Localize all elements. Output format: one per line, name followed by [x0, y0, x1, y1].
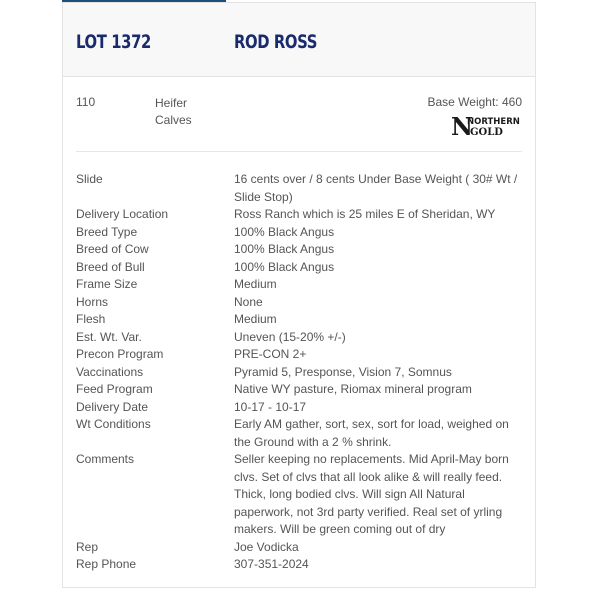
- detail-label: Comments: [76, 452, 135, 466]
- cattle-type: Heifer Calves: [155, 96, 192, 127]
- detail-value: Native WY pasture, Riomax mineral program: [234, 382, 472, 396]
- detail-label: Vaccinations: [76, 364, 144, 379]
- detail-value: Medium: [234, 277, 277, 291]
- detail-label: Frame Size: [76, 277, 138, 291]
- detail-row: [76, 259, 524, 277]
- detail-row: [76, 171, 524, 206]
- detail-row: [76, 451, 524, 539]
- detail-row: [76, 241, 524, 259]
- detail-value: Pyramid 5, Presponse, Vision 7, Somnus: [234, 364, 452, 379]
- detail-value: Ross Ranch which is 25 miles E of Sheridan, WY: [234, 207, 496, 221]
- head-count: 110: [76, 95, 96, 109]
- lot-number: LOT 1372: [76, 31, 151, 53]
- lot-details: [76, 171, 524, 574]
- detail-value: 100% Black Angus: [234, 224, 335, 239]
- detail-label: Slide: [76, 172, 103, 186]
- logo-line1: NORTHERN: [467, 117, 520, 127]
- seller-name: ROD ROSS: [234, 31, 318, 53]
- detail-value: Seller keeping no replacements. Mid April-May born clvs. Set of clvs that all look alike & will really feed. Thick, long bodied clvs. Will sign All Natural paperwork, not 3rd party verified. Real set of yrling makers. Will be green coming out of dry: [234, 452, 509, 536]
- detail-row: [76, 539, 524, 557]
- detail-row: [76, 276, 524, 294]
- detail-row: [76, 206, 524, 224]
- detail-row: [76, 364, 524, 382]
- detail-value: 16 cents over / 8 cents Under Base Weight ( 30# Wt / Slide Stop): [234, 172, 518, 204]
- northern-gold-logo: [450, 113, 522, 139]
- detail-row: [76, 399, 524, 417]
- detail-value: 100% Black Angus: [234, 259, 335, 274]
- detail-label: Wt Conditions: [76, 417, 151, 431]
- logo-big-n: N: [451, 113, 473, 139]
- detail-value: 100% Black Angus: [234, 242, 335, 256]
- detail-row: [76, 556, 524, 574]
- detail-label: Feed Program: [76, 382, 153, 396]
- detail-value: 307-351-2024: [234, 557, 309, 571]
- detail-label: Horns: [76, 294, 109, 309]
- detail-label: Breed of Bull: [76, 259, 145, 274]
- detail-label: Delivery Date: [76, 399, 149, 414]
- detail-value: PRE-CON 2+: [234, 347, 307, 361]
- detail-row: [76, 224, 524, 242]
- detail-value: Early AM gather, sort, sex, sort for load, weighed on the Ground with a 2 % shrink.: [234, 417, 509, 449]
- detail-row: [76, 381, 524, 399]
- detail-row: [76, 346, 524, 364]
- detail-label: Rep: [76, 539, 99, 554]
- detail-value: None: [234, 294, 263, 309]
- detail-label: Breed of Cow: [76, 242, 149, 256]
- lot-summary: [63, 77, 535, 153]
- detail-row: [76, 329, 524, 347]
- detail-label: Est. Wt. Var.: [76, 329, 142, 344]
- detail-label: Precon Program: [76, 347, 164, 361]
- detail-row: [76, 311, 524, 329]
- detail-label: Delivery Location: [76, 207, 169, 221]
- logo-line2: GOLD: [470, 127, 503, 138]
- detail-value: Uneven (15-20% +/-): [234, 329, 346, 344]
- detail-value: Medium: [234, 312, 277, 326]
- detail-row: [76, 416, 524, 451]
- summary-divider: [76, 151, 522, 152]
- base-weight: Base Weight: 460: [427, 95, 522, 109]
- detail-label: Rep Phone: [76, 557, 137, 571]
- lot-header: [63, 3, 535, 77]
- detail-value: 10-17 - 10-17: [234, 399, 307, 414]
- detail-label: Breed Type: [76, 224, 138, 239]
- lot-card: [62, 2, 536, 588]
- detail-label: Flesh: [76, 312, 106, 326]
- detail-row: [76, 294, 524, 312]
- detail-value: Joe Vodicka: [234, 539, 299, 554]
